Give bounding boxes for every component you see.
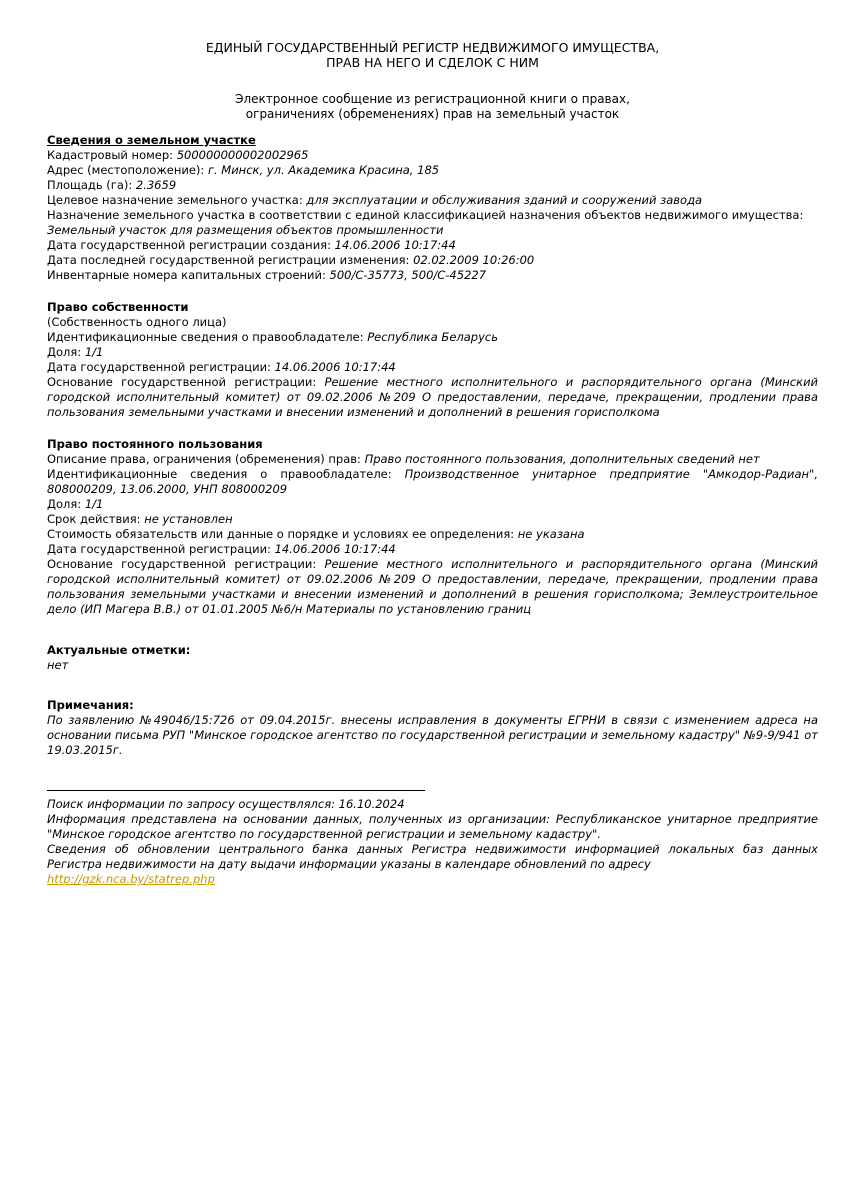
permanent-use-cost-value: не указана [517, 527, 585, 541]
purpose-label: Целевое назначение земельного участка: [47, 193, 303, 207]
section-parcel-heading: Сведения о земельном участке [47, 133, 256, 147]
section-permanent-use-heading: Право постоянного пользования [47, 437, 263, 451]
ownership-basis-label: Основание государственной регистрации: [47, 375, 317, 389]
permanent-use-reg-date-line [47, 542, 818, 557]
section-ownership [47, 300, 818, 420]
ownership-reg-date-value: 14.06.2006 10:17:44 [274, 360, 396, 374]
ownership-holder-line [47, 330, 818, 345]
cadastral-number-value: 500000000002002965 [176, 148, 309, 162]
permanent-use-reg-date-label: Дата государственной регистрации: [47, 542, 271, 556]
address-value: г. Минск, ул. Академика Красина, 185 [207, 163, 440, 177]
document-title-line-2: ПРАВ НА НЕГО И СДЕЛОК С НИМ [326, 55, 539, 70]
registration-created-line [47, 238, 818, 253]
permanent-use-share-label: Доля: [47, 497, 82, 511]
classification-line [47, 208, 818, 238]
ownership-type-line: (Собственность одного лица) [47, 315, 227, 329]
registration-modified-line [47, 253, 818, 268]
section-permanent-use [47, 437, 818, 617]
ownership-holder-label: Идентификационные сведения о правообладателе: [47, 330, 364, 344]
purpose-line [47, 193, 818, 208]
classification-label: Назначение земельного участка в соответствии с единой классификацией назначения объектов недвижимого имущества: [47, 208, 804, 222]
document-title-line-1: ЕДИНЫЙ ГОСУДАРСТВЕННЫЙ РЕГИСТР НЕДВИЖИМОГО ИМУЩЕСТВА, [205, 40, 660, 55]
document-subtitle [47, 92, 818, 122]
footer-link-line [47, 872, 818, 887]
permanent-use-basis-paragraph [47, 557, 818, 617]
registration-modified-value: 02.02.2009 10:26:00 [413, 253, 535, 267]
registration-created-label: Дата государственной регистрации создания: [47, 238, 331, 252]
permanent-use-cost-label: Стоимость обязательств или данные о порядке и условиях ее определения: [47, 527, 515, 541]
document-subtitle-line-1: Электронное сообщение из регистрационной книги о правах, [235, 92, 630, 106]
ownership-share-line [47, 345, 818, 360]
cadastral-number-line [47, 148, 818, 163]
ownership-holder-value: Республика Беларусь [367, 330, 498, 344]
permanent-use-holder-value: Производственное унитарное предприятие "Амкодор-Радиан", 808000209, 13.06.2000, УНП 808000209 [47, 467, 818, 496]
ownership-reg-date-label: Дата государственной регистрации: [47, 360, 271, 374]
permanent-use-description-value: Право постоянного пользования, дополнительных сведений нет [364, 452, 760, 466]
permanent-use-share-line [47, 497, 818, 512]
area-value: 2.3659 [135, 178, 177, 192]
section-ownership-heading: Право собственности [47, 300, 189, 314]
section-parcel [47, 133, 818, 283]
permanent-use-description-line [47, 452, 818, 467]
ownership-reg-date-line [47, 360, 818, 375]
current-marks-value: нет [47, 658, 69, 672]
area-line [47, 178, 818, 193]
statrep-link[interactable]: http://gzk.nca.by/statrep.php [47, 872, 215, 886]
notes-body: По заявлению №49046/15:726 от 09.04.2015г. внесены исправления в документы ЕГРНИ в связи с изменением адреса на основании письма РУП "Минское городское агентство по государственной регистрации и земельному кадастру" №9-9/941 от 19.03.2015г. [47, 713, 818, 757]
cadastral-number-label: Кадастровый номер: [47, 148, 174, 162]
document-title [47, 40, 818, 70]
footer-search-date-line: Поиск информации по запросу осуществлялся: 16.10.2024 [47, 797, 405, 811]
inventory-numbers-value: 500/С-35773, 500/С-45227 [329, 268, 487, 282]
permanent-use-description-label: Описание права, ограничения (обременения) прав: [47, 452, 361, 466]
inventory-numbers-label: Инвентарные номера капитальных строений: [47, 268, 326, 282]
section-notes-heading: Примечания: [47, 698, 134, 712]
footer-update-paragraph: Сведения об обновлении центрального банка данных Регистра недвижимости информацией локальных баз данных Регистра недвижимости на дату выдачи информации указаны в календаре обновлений по адресу [47, 842, 818, 871]
area-label: Площадь (га): [47, 178, 133, 192]
section-notes [47, 698, 818, 758]
permanent-use-basis-value: Решение местного исполнительного и распорядительного органа (Минский городской исполнительный комитет) от 09.02.2006 №209 О предоставлении, передаче, прекращении, продлении права пользования земельными участками и внесении изменений и дополнений в решения горисполкома; Землеустроительное дело (ИП Магера В.В.) от 01.01.2005 №6/н Материалы по установлению границ [47, 557, 819, 616]
document-subtitle-line-2: ограничениях (обременениях) прав на земельный участок [245, 107, 620, 121]
section-current-marks-heading: Актуальные отметки: [47, 643, 191, 657]
permanent-use-basis-label: Основание государственной регистрации: [47, 557, 317, 571]
permanent-use-holder-label: Идентификационные сведения о правообладателе: [47, 467, 392, 481]
inventory-numbers-line [47, 268, 818, 283]
section-current-marks [47, 643, 818, 673]
purpose-value: для эксплуатации и обслуживания зданий и сооружений завода [306, 193, 703, 207]
permanent-use-cost-line [47, 527, 818, 542]
address-line [47, 163, 818, 178]
permanent-use-term-label: Срок действия: [47, 512, 141, 526]
registration-modified-label: Дата последней государственной регистрации изменения: [47, 253, 410, 267]
address-label: Адрес (местоположение): [47, 163, 205, 177]
permanent-use-term-line [47, 512, 818, 527]
registration-created-value: 14.06.2006 10:17:44 [334, 238, 456, 252]
classification-value: Земельный участок для размещения объектов промышленности [47, 223, 444, 237]
ownership-share-label: Доля: [47, 345, 82, 359]
permanent-use-term-value: не установлен [144, 512, 233, 526]
permanent-use-share-value: 1/1 [84, 497, 104, 511]
footer [47, 797, 818, 887]
permanent-use-reg-date-value: 14.06.2006 10:17:44 [274, 542, 396, 556]
footer-source-paragraph: Информация представлена на основании данных, полученных из организации: Республиканское унитарное предприятие "Минское городское агентство по государственной регистрации и земельному кадастру". [47, 812, 818, 841]
ownership-share-value: 1/1 [84, 345, 104, 359]
ownership-basis-paragraph [47, 375, 818, 420]
footer-separator-line [47, 790, 425, 791]
permanent-use-holder-paragraph [47, 467, 818, 497]
ownership-basis-value: Решение местного исполнительного и распорядительного органа (Минский городской исполнительный комитет) от 09.02.2006 №209 О предоставлении, передаче, прекращении, продлении права пользования земельными участками и внесении изменений и дополнений в решения горисполкома [47, 375, 819, 419]
